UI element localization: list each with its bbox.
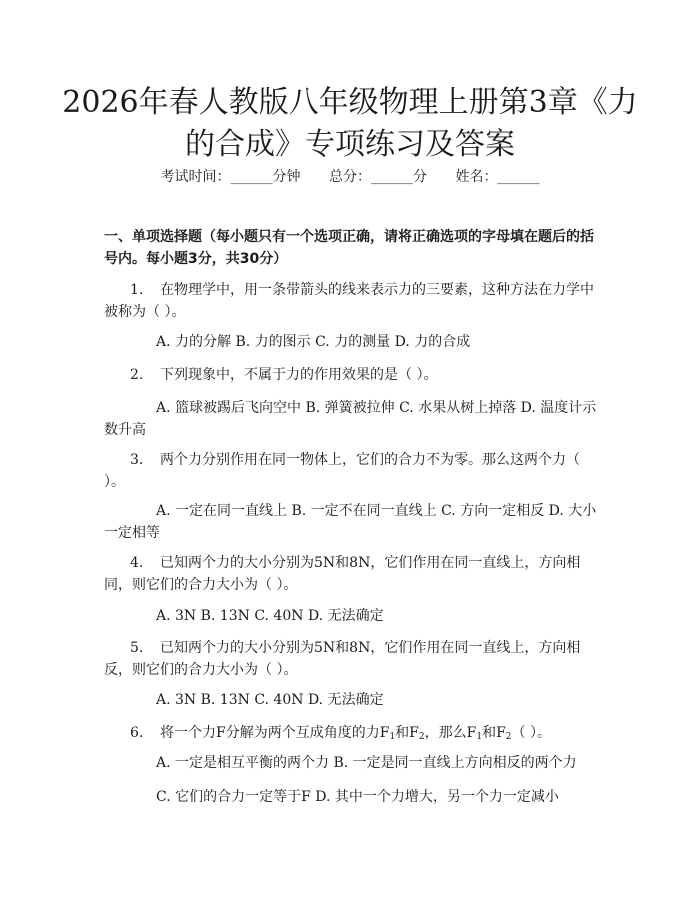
question-text: 将一个力F分解为两个互成角度的力F	[160, 725, 390, 741]
page-title: 2026年春人教版八年级物理上册第3章《力的合成》专项练习及答案	[62, 85, 638, 162]
question-number: 4.	[130, 555, 144, 571]
question-text: 在物理学中，用一条带箭头的线来表示力的三要素，这种方法在力学中被称为（ ）。	[104, 282, 594, 320]
question-text: ，那么F	[424, 725, 477, 741]
question-text: 已知两个力的大小分别为5N和8N，它们作用在同一直线上，方向相同，则它们的合力大小为（ ）。	[104, 555, 581, 593]
question-number: 1.	[130, 282, 144, 298]
question-5	[104, 637, 604, 681]
exam-meta	[0, 166, 700, 188]
section-heading: 一、单项选择题（每小题只有一个选项正确，请将正确选项的字母填在题后的括号内。每小题3分，共30分）	[104, 229, 594, 267]
subscript: 2	[418, 732, 425, 742]
subscript: 1	[389, 732, 396, 742]
total-score: 总分：______分	[329, 169, 427, 185]
student-name: 姓名：______	[455, 169, 540, 185]
question-6-options: A. 一定是相互平衡的两个力 B. 一定是同一直线上方向相反的两个力	[156, 755, 577, 771]
question-1	[104, 279, 604, 323]
question-3	[104, 449, 604, 493]
question-number: 6.	[130, 725, 144, 741]
question-4-options: A. 3N B. 13N C. 40N D. 无法确定	[156, 608, 384, 624]
question-text: 和F	[482, 725, 506, 741]
question-text: 下列现象中，不属于力的作用效果的是（ ）。	[160, 367, 438, 383]
question-5-options: A. 3N B. 13N C. 40N D. 无法确定	[156, 692, 384, 708]
subscript: 1	[476, 732, 483, 742]
question-1-options: A. 力的分解 B. 力的图示 C. 力的测量 D. 力的合成	[156, 334, 471, 350]
question-text: （ ）。	[511, 725, 551, 741]
question-6-options-continued: C. 它们的合力一定等于F D. 其中一个力增大，另一个力一定减小	[156, 789, 559, 805]
question-3-options: A. 一定在同一直线上 B. 一定不在同一直线上 C. 方向一定相反 D. 大小一定相等	[104, 503, 597, 541]
question-4	[104, 552, 604, 596]
question-2	[104, 364, 604, 386]
question-text: 已知两个力的大小分别为5N和8N，它们作用在同一直线上，方向相反，则它们的合力大小为（ ）。	[104, 640, 581, 678]
question-text: 和F	[395, 725, 419, 741]
question-number: 2.	[130, 367, 144, 383]
question-number: 5.	[130, 640, 144, 656]
question-6	[104, 722, 604, 744]
question-number: 3.	[130, 452, 144, 468]
question-text: 两个力分别作用在同一物体上，它们的合力不为零。那么这两个力（ ）。	[104, 452, 580, 490]
question-2-options: A. 篮球被踢后飞向空中 B. 弹簧被拉伸 C. 水果从树上掉落 D. 温度计示数升高	[104, 400, 597, 438]
exam-time: 考试时间：______分钟	[160, 169, 301, 185]
subscript: 2	[505, 732, 512, 742]
